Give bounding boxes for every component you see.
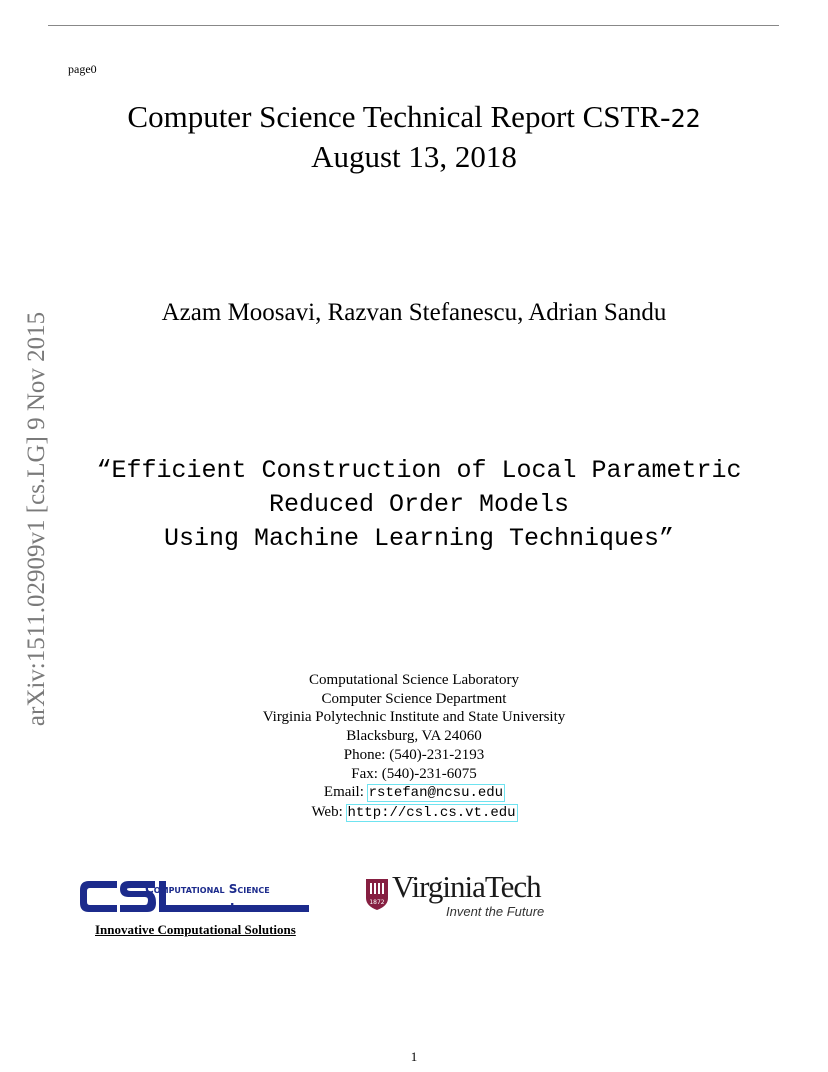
csl-tagline: Innovative Computational Solutions <box>95 922 296 937</box>
university-name: Virginia Polytechnic Institute and State University <box>262 709 566 726</box>
lab-name: Computational Science Laboratory <box>309 672 519 688</box>
paper-title-line: “Efficient Construction of Local Parametric <box>96 456 742 485</box>
header-rule <box>48 25 779 26</box>
arxiv-side-stamp: arXiv:1511.02909v1 [cs.LG] 9 Nov 2015 <box>23 311 50 727</box>
fax: Fax: (540)-231-6075 <box>351 765 477 782</box>
web-row <box>0 803 828 823</box>
email-row <box>0 783 828 803</box>
vt-name: VirginiaTech <box>392 869 541 904</box>
email-label: Email: <box>323 784 364 801</box>
csl-logo-c-shape <box>80 881 117 912</box>
csl-logo-line1: Computational Science <box>145 882 270 896</box>
email-link[interactable]: rstefan@ncsu.edu <box>368 785 504 802</box>
city: Blacksburg, VA 24060 <box>346 728 482 745</box>
page-label: page0 <box>68 62 97 76</box>
paper-title-line: Reduced Order Models <box>268 490 570 519</box>
phone: Phone: (540)-231-2193 <box>343 746 485 763</box>
csl-logo-line2: Laboratory <box>230 901 293 915</box>
report-title <box>0 99 828 137</box>
vt-tagline: Invent the Future <box>446 904 545 919</box>
web-label: Web: <box>311 803 343 820</box>
report-title-text: Computer Science Technical Report CSTR- <box>127 99 671 134</box>
page-number: 1 <box>410 1049 418 1064</box>
report-number: 22 <box>670 104 701 133</box>
paper-title <box>0 454 828 556</box>
authors: Azam Moosavi, Razvan Stefanescu, Adrian Sandu <box>161 299 667 326</box>
paper-title-line: Using Machine Learning Techniques” <box>163 524 675 553</box>
department-name: Computer Science Department <box>321 690 507 707</box>
report-date: August 13, 2018 <box>311 139 517 174</box>
address-block <box>0 671 828 823</box>
web-link[interactable]: http://csl.cs.vt.edu <box>347 804 516 821</box>
vt-shield-year: 1872 <box>369 899 385 906</box>
